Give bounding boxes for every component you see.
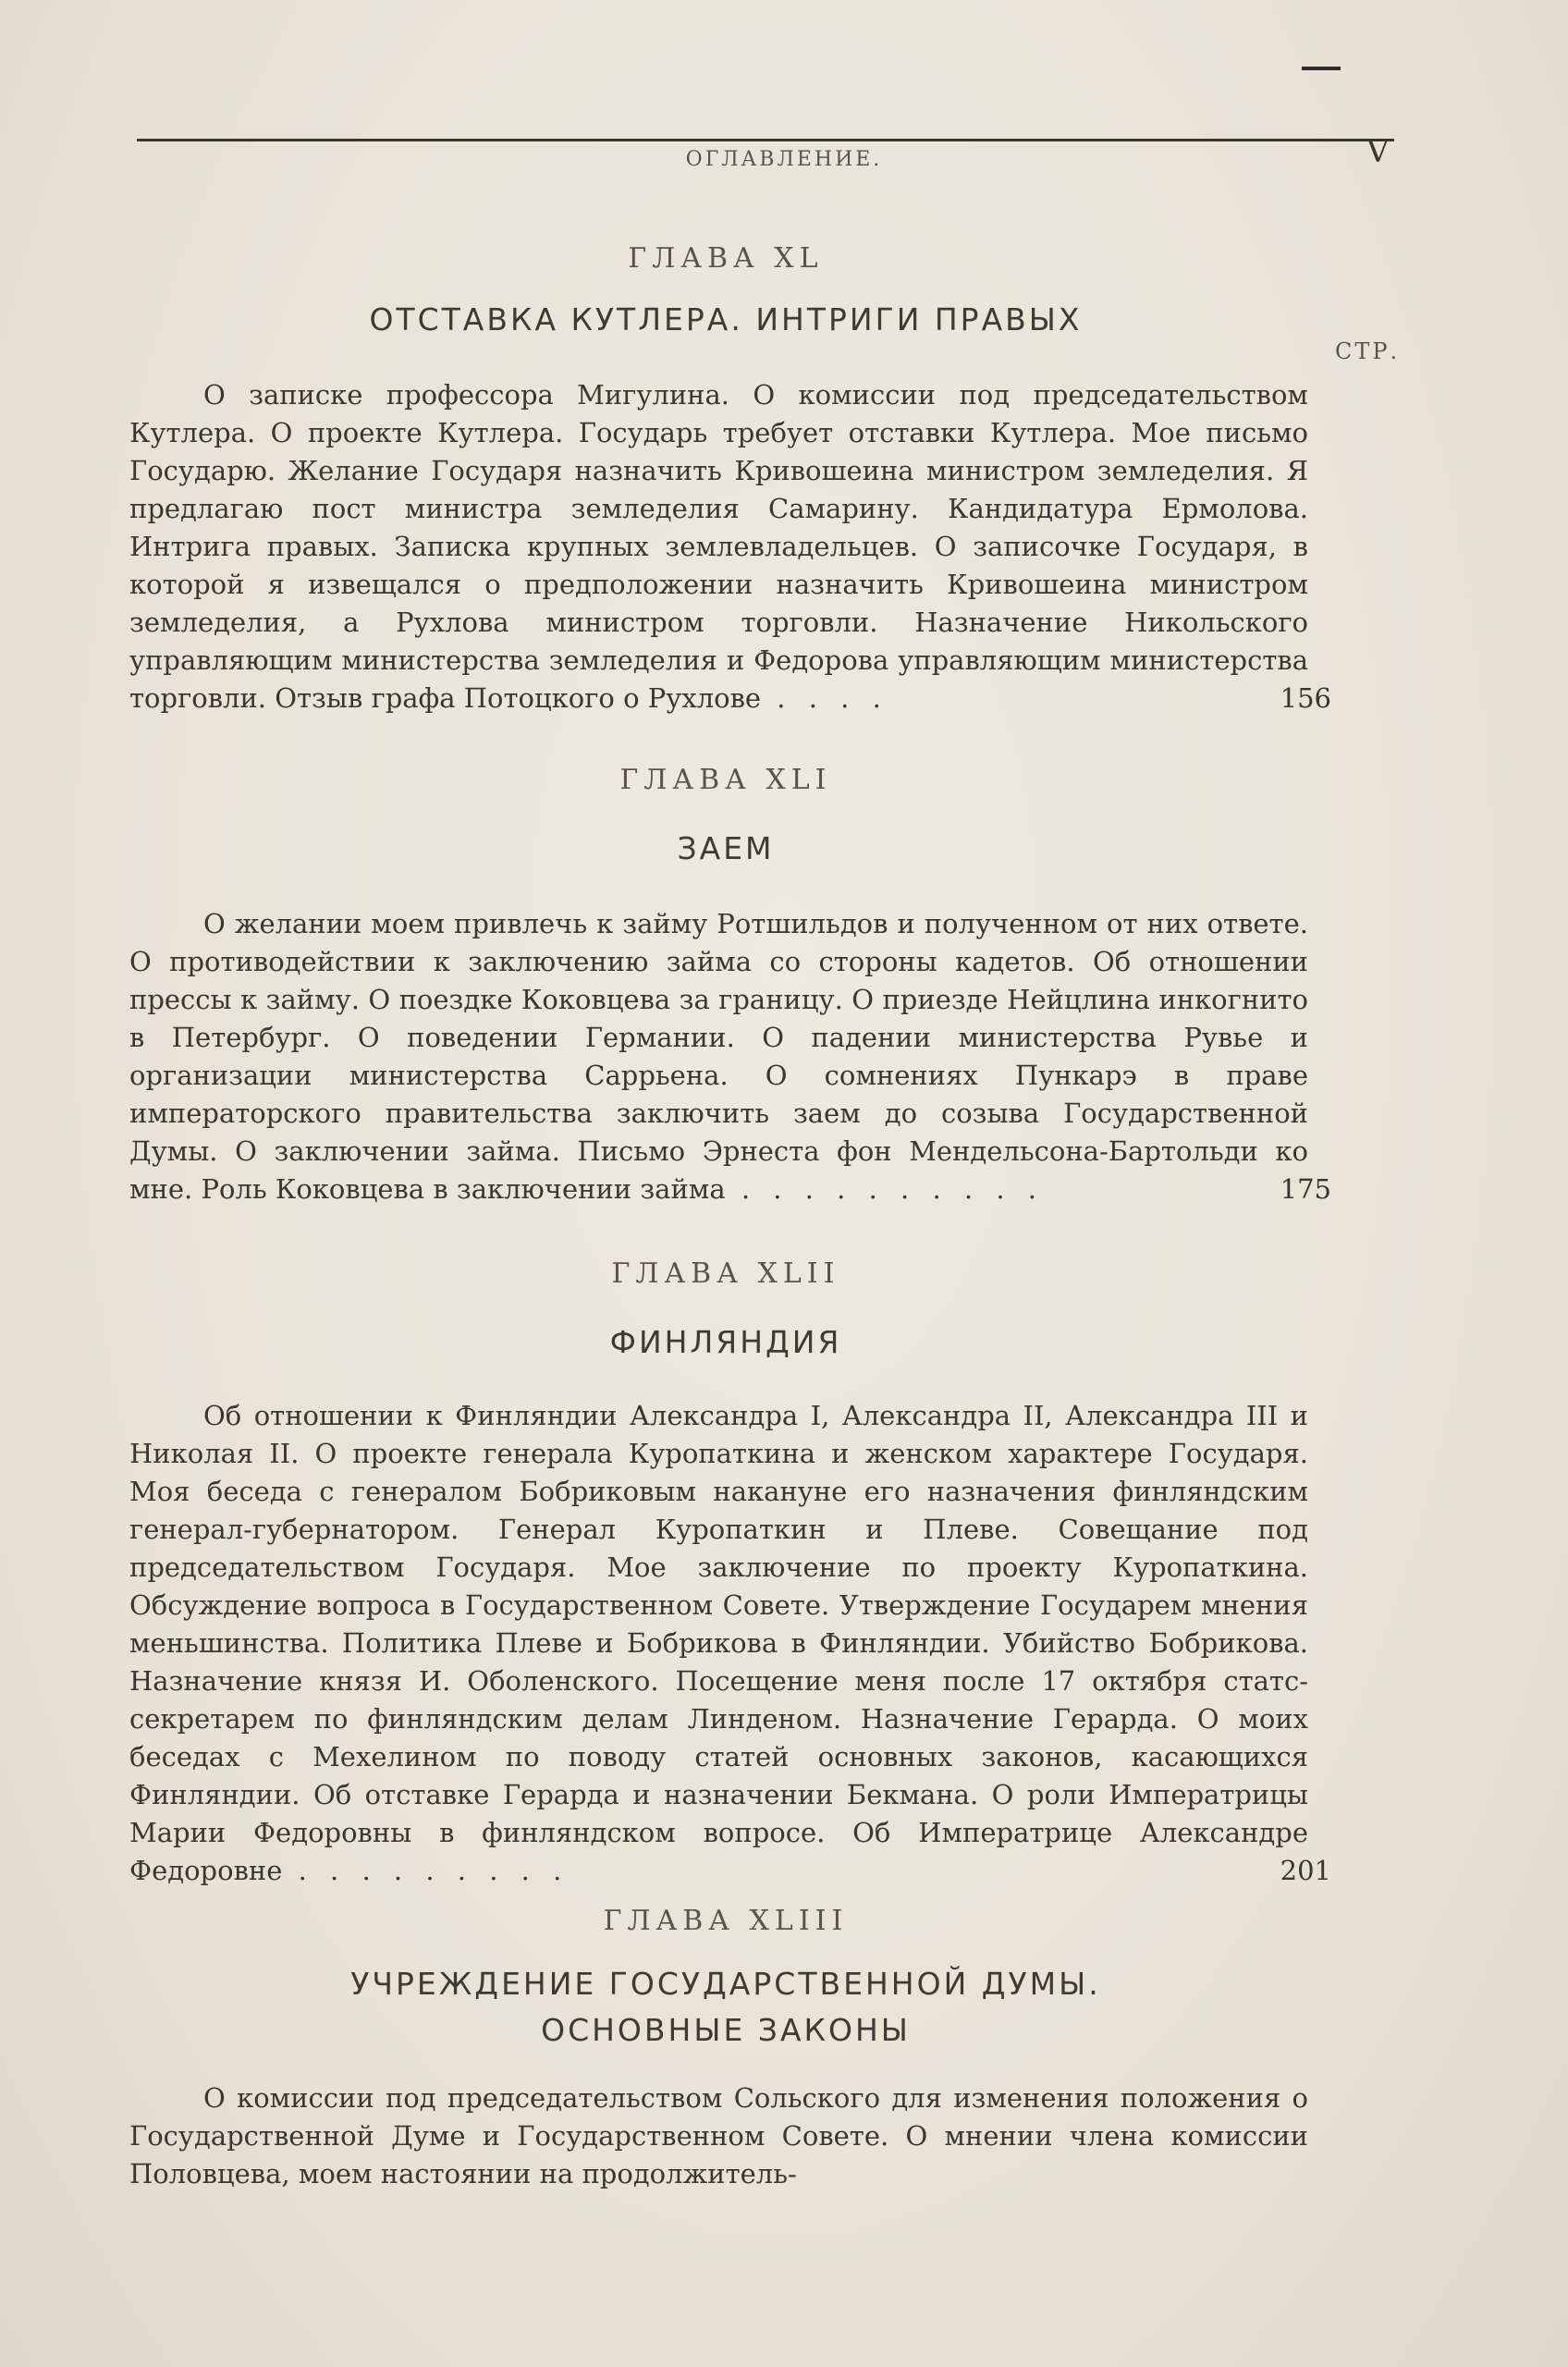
chapter-title: ОТСТАВКА КУТЛЕРА. ИНТРИГИ ПРАВЫХ [369,301,1083,337]
summary-text: О записке профессора Мигулина. О комиссии под председательством Кутлера. О проекте Кутлера. Государь требует отставки Кутлера. Мое письмо Государю. Желание Государя назначить Кривошеина министром земледелия. Я предлагаю пост министра земледелия Самарину. Кандидатура Ермолова. Интрига правых. Записка крупных землевладельцев. О записочке Государя, в которой я извещался о предположении назначить Кривошеина министром земледелия, а Рухлова министром торговли. Назначение Никольского управляющим министерства земледелия и Федорова управляющим министерства торговли. Отзыв графа Потоцкого о Рухлове [129,379,1308,714]
top-mark [1302,67,1341,70]
chapter-summary [129,1397,1331,1890]
summary-text: Об отношении к Финляндии Александра I, Александра II, Александра III и Николая II. О проекте генерала Куропаткина и женском характере Государя. Моя беседа с генералом Бобриковым накануне его назначения финляндским генерал-губернатором. Генерал Куропаткин и Плеве. Совещание под председательством Государя. Мое заключение по проекту Куропаткина. Обсуждение вопроса в Государственном Совете. Утверждение Государем мнения меньшинства. Политика Плеве и Бобрикова в Финляндии. Убийство Бобрикова. Назначение князя И. Оболенского. Посещение меня после 17 октября статс-секретарем по финляндским делам Линденом. Назначение Герарда. О моих беседах с Мехелином по поводу статей основных законов, касающихся Финляндии. Об отставке Герарда и назначении Бекмана. О роли Императрицы Марии Федоровны в финляндском вопросе. Об Императрице Александре Федоровне [129,1400,1308,1886]
chapter-summary [129,2079,1322,2193]
chapter-heading: ГЛАВА XLIII [603,1905,849,1937]
chapter-heading: ГЛАВА XLII [611,1257,840,1290]
chapter-section-xl [129,242,1331,717]
page-number: V [1366,133,1390,170]
chapter-section-xli [129,764,1331,1208]
dot-leader: . . . . [761,682,888,714]
chapter-heading: ГЛАВА XLI [619,764,832,796]
chapter-page-number: 175 [1280,1173,1331,1205]
chapter-summary [129,905,1331,1208]
chapter-title: ЗАЕМ [677,830,775,866]
chapter-page-number: 156 [1280,682,1331,714]
header-rule [137,139,1394,141]
chapter-page-number: 201 [1280,1855,1331,1886]
chapter-section-xlii [129,1257,1331,1890]
chapter-section-xliii [129,1905,1322,2193]
chapter-title: ФИНЛЯНДИЯ [609,1324,842,1360]
running-head: ОГЛАВЛЕНИЕ. [685,148,883,171]
page-column-label: СТР. [1335,338,1401,364]
dot-leader: . . . . . . . . . [282,1855,570,1886]
chapter-title: УЧРЕЖДЕНИЕ ГОСУДАРСТВЕННОЙ ДУМЫ. ОСНОВНЫЕ ЗАКОНЫ [350,1966,1101,2048]
dot-leader: . . . . . . . . . . [725,1173,1044,1205]
summary-text: О комиссии под председательством Сольского для изменения положения о Государственной Думе и Государственном Совете. О мнении члена комиссии Половцева, моем настоянии на продолжитель- [129,2082,1308,2189]
chapter-heading: ГЛАВА XL [628,242,824,275]
chapter-summary [129,376,1331,717]
summary-text: О желании моем привлечь к займу Ротшильдов и полученном от них ответе. О противодействии к заключению займа со стороны кадетов. Об отношении прессы к займу. О поездке Коковцева за границу. О приезде Нейцлина инкогнито в Петербург. О поведении Германии. О падении министерства Рувье и организации министерства Саррьена. О сомнениях Пункарэ в праве императорского правительства заключить заем до созыва Государственной Думы. О заключении займа. Письмо Эрнеста фон Мендельсона-Бартольди ко мне. Роль Коковцева в заключении займа [129,908,1308,1205]
